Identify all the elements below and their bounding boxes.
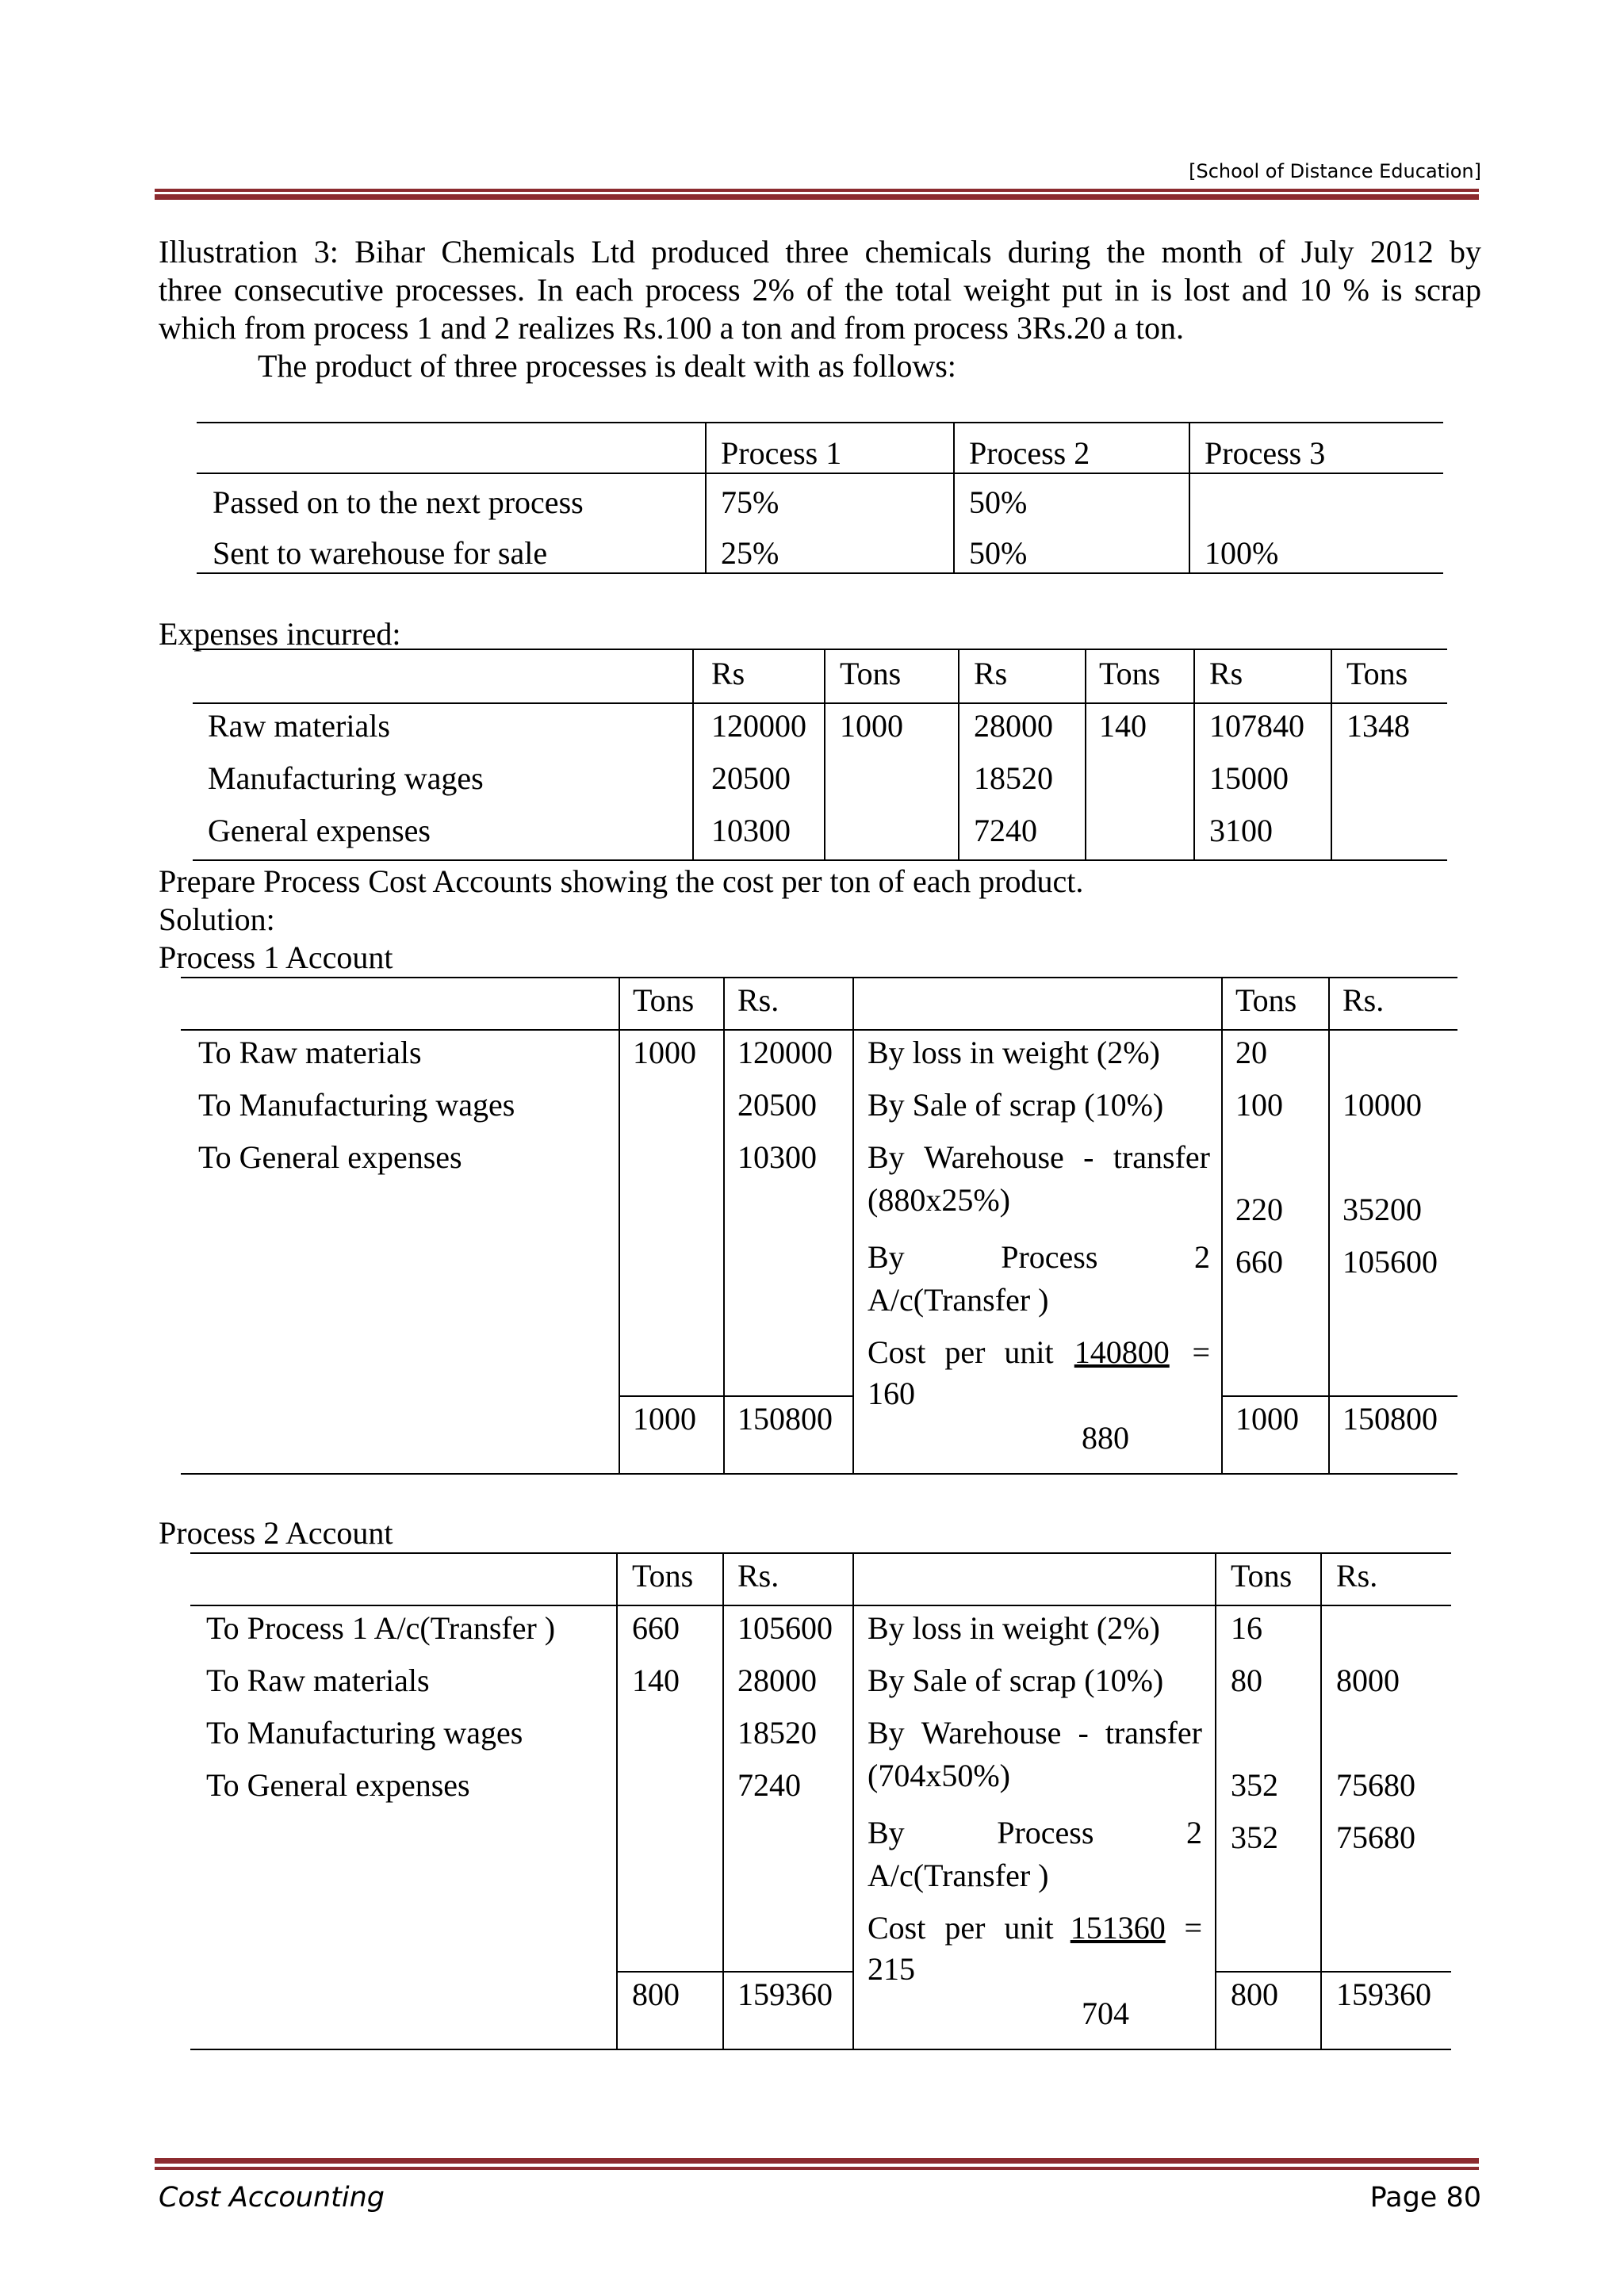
p2-debit-wages-rs: 18520 bbox=[737, 1715, 817, 1751]
p1-cpu-equals: = bbox=[1192, 1334, 1210, 1370]
p2-wh-w2: Warehouse bbox=[921, 1715, 1062, 1751]
col-process-1: Process 1 bbox=[721, 435, 842, 471]
p2-total-tons-credit: 800 bbox=[1231, 1976, 1278, 2012]
row-warehouse-p3: 100% bbox=[1205, 535, 1279, 571]
p2-debit-raw-tons: 140 bbox=[632, 1663, 680, 1698]
footer-rule-top bbox=[155, 2158, 1479, 2164]
p1-head-tons-credit: Tons bbox=[1235, 982, 1297, 1018]
p1-wh-w4: transfer bbox=[1113, 1139, 1210, 1175]
p2-credit-loss-label: By loss in weight (2%) bbox=[868, 1610, 1160, 1646]
p1-cpu-line bbox=[868, 1334, 1210, 1370]
p1-debit-wages-rs: 20500 bbox=[737, 1087, 817, 1123]
process2-title: Process 2 Account bbox=[159, 1515, 393, 1551]
exp-general-c1: 10300 bbox=[711, 813, 791, 848]
p2-credit-wh-rs: 75680 bbox=[1336, 1767, 1415, 1803]
p2-head-rs-debit: Rs. bbox=[737, 1558, 779, 1594]
exp-general-label: General expenses bbox=[208, 813, 431, 848]
p2-credit-scrap-rs: 8000 bbox=[1336, 1663, 1400, 1698]
intro-line-1: Illustration 3: Bihar Chemicals Ltd produced three chemicals during the month of July 2012 by bbox=[159, 234, 1481, 270]
p2-wh-w4: transfer bbox=[1105, 1715, 1202, 1751]
exp-col-2: Tons bbox=[840, 656, 902, 691]
row-passed-p1: 75% bbox=[721, 484, 779, 520]
p1-proc-w2: Process bbox=[1001, 1239, 1098, 1275]
p2-debit-wages-label: To Manufacturing wages bbox=[206, 1715, 523, 1751]
p1-wh-w3: - bbox=[1083, 1139, 1094, 1175]
p1-debit-general-rs: 10300 bbox=[737, 1139, 817, 1175]
p2-head-tons-credit: Tons bbox=[1231, 1558, 1293, 1594]
exp-col-4: Tons bbox=[1099, 656, 1161, 691]
p2-head-rs-credit: Rs. bbox=[1336, 1558, 1378, 1594]
p1-credit-wh-detail: (880x25%) bbox=[868, 1182, 1010, 1218]
exp-raw-c5: 107840 bbox=[1209, 708, 1304, 744]
footer-subject: Cost Accounting bbox=[159, 2182, 385, 2214]
p2-head-tons-debit: Tons bbox=[632, 1558, 694, 1594]
p1-credit-scrap-tons: 100 bbox=[1235, 1087, 1283, 1123]
p2-wh-w3: - bbox=[1078, 1715, 1089, 1751]
p1-credit-scrap-label: By Sale of scrap (10%) bbox=[868, 1087, 1164, 1123]
p2-cpu-label bbox=[868, 1910, 1054, 1946]
p2-credit-proc-detail: A/c(Transfer ) bbox=[868, 1858, 1049, 1893]
p1-credit-proc-line bbox=[868, 1239, 1210, 1275]
p1-credit-wh-line bbox=[868, 1139, 1210, 1175]
p2-debit-transfer-tons: 660 bbox=[632, 1610, 680, 1646]
expenses-heading: Expenses incurred: bbox=[159, 616, 401, 652]
header-rule-bottom bbox=[155, 194, 1479, 200]
p1-debit-raw-rs: 120000 bbox=[737, 1035, 833, 1070]
exp-raw-label: Raw materials bbox=[208, 708, 390, 744]
p2-wh-w1: By bbox=[868, 1715, 905, 1751]
p2-proc-w3: 2 bbox=[1186, 1815, 1202, 1850]
exp-col-5: Rs bbox=[1209, 656, 1243, 691]
p2-proc-w2: Process bbox=[997, 1815, 1094, 1850]
p2-total-rs-credit: 159360 bbox=[1336, 1976, 1431, 2012]
exp-general-c3: 7240 bbox=[974, 813, 1037, 848]
p2-cpu-result: 215 bbox=[868, 1951, 915, 1987]
p2-cpu-line bbox=[868, 1912, 1202, 1944]
exp-col-1: Rs bbox=[711, 656, 745, 691]
p1-head-tons-debit: Tons bbox=[633, 982, 695, 1018]
p2-debit-transfer-label: To Process 1 A/c(Transfer ) bbox=[206, 1610, 556, 1646]
footer-page-number: Page 80 bbox=[1369, 2182, 1481, 2214]
p1-total-tons-debit: 1000 bbox=[633, 1401, 696, 1437]
p2-credit-loss-tons: 16 bbox=[1231, 1610, 1262, 1646]
p2-cpu-numerator: 151360 bbox=[1070, 1910, 1166, 1946]
exp-wages-c5: 15000 bbox=[1209, 760, 1289, 796]
exp-wages-label: Manufacturing wages bbox=[208, 760, 484, 796]
p2-credit-wh-line bbox=[868, 1717, 1202, 1749]
p1-cpu-numerator: 140800 bbox=[1074, 1334, 1170, 1370]
row-passed-label: Passed on to the next process bbox=[213, 484, 584, 520]
p2-cpu-label-text: Cost per unit bbox=[868, 1910, 1054, 1946]
p2-proc-w1: By bbox=[868, 1815, 905, 1850]
p1-total-rs-debit: 150800 bbox=[737, 1401, 833, 1437]
p2-credit-wh-tons: 352 bbox=[1231, 1767, 1278, 1803]
header-school: [School of Distance Education] bbox=[1189, 160, 1481, 182]
task-solution: Solution: bbox=[159, 901, 275, 937]
p1-total-rs-credit: 150800 bbox=[1342, 1401, 1438, 1437]
exp-col-3: Rs bbox=[974, 656, 1008, 691]
p1-cpu-result: 160 bbox=[868, 1376, 915, 1411]
p1-credit-scrap-rs: 10000 bbox=[1342, 1087, 1422, 1123]
header-rule-top bbox=[155, 189, 1479, 192]
p2-debit-general-rs: 7240 bbox=[737, 1767, 801, 1803]
p1-cpu-label-text: Cost per unit bbox=[868, 1334, 1054, 1370]
row-passed-p2: 50% bbox=[969, 484, 1028, 520]
exp-wages-c1: 20500 bbox=[711, 760, 791, 796]
intro-line-2: three consecutive processes. In each process 2% of the total weight put in is lost and 10 % is scrap bbox=[159, 272, 1481, 308]
p2-debit-transfer-rs: 105600 bbox=[737, 1610, 833, 1646]
intro-line-4: The product of three processes is dealt with as follows: bbox=[258, 348, 956, 384]
p1-total-tons-credit: 1000 bbox=[1235, 1401, 1299, 1437]
p1-debit-wages-label: To Manufacturing wages bbox=[198, 1087, 515, 1123]
p1-debit-raw-label: To Raw materials bbox=[198, 1035, 422, 1070]
col-process-2: Process 2 bbox=[969, 435, 1090, 471]
row-warehouse-p1: 25% bbox=[721, 535, 779, 571]
task-prepare: Prepare Process Cost Accounts showing the cost per ton of each product. bbox=[159, 863, 1084, 899]
p1-credit-wh-tons: 220 bbox=[1235, 1192, 1283, 1227]
p2-debit-general-label: To General expenses bbox=[206, 1767, 470, 1803]
p1-cpu-denominator: 880 bbox=[1082, 1420, 1129, 1456]
row-warehouse-p2: 50% bbox=[969, 535, 1028, 571]
p2-credit-wh-detail: (704x50%) bbox=[868, 1758, 1010, 1793]
footer-rule-bottom bbox=[155, 2167, 1479, 2170]
exp-raw-c6: 1348 bbox=[1346, 708, 1410, 744]
p1-credit-proc-rs: 105600 bbox=[1342, 1244, 1438, 1280]
p2-credit-scrap-label: By Sale of scrap (10%) bbox=[868, 1663, 1164, 1698]
exp-raw-c4: 140 bbox=[1099, 708, 1147, 744]
p1-credit-loss-label: By loss in weight (2%) bbox=[868, 1035, 1160, 1070]
intro-line-3: which from process 1 and 2 realizes Rs.100 a ton and from process 3Rs.20 a ton. bbox=[159, 310, 1185, 346]
process1-title: Process 1 Account bbox=[159, 939, 393, 975]
exp-wages-c3: 18520 bbox=[974, 760, 1053, 796]
exp-col-6: Tons bbox=[1346, 656, 1408, 691]
p1-wh-w1: By bbox=[868, 1139, 905, 1175]
p1-credit-loss-tons: 20 bbox=[1235, 1035, 1267, 1070]
p1-head-rs-debit: Rs. bbox=[737, 982, 779, 1018]
p1-proc-w1: By bbox=[868, 1239, 905, 1275]
p2-credit-scrap-tons: 80 bbox=[1231, 1663, 1262, 1698]
p2-cpu-equals: = bbox=[1184, 1910, 1202, 1946]
p1-debit-raw-tons: 1000 bbox=[633, 1035, 696, 1070]
p2-debit-raw-rs: 28000 bbox=[737, 1663, 817, 1698]
p1-wh-w2: Warehouse bbox=[924, 1139, 1064, 1175]
col-process-3: Process 3 bbox=[1205, 435, 1326, 471]
p1-head-rs-credit: Rs. bbox=[1342, 982, 1385, 1018]
p1-credit-proc-tons: 660 bbox=[1235, 1244, 1283, 1280]
exp-raw-c3: 28000 bbox=[974, 708, 1053, 744]
p2-total-tons-debit: 800 bbox=[632, 1976, 680, 2012]
p2-credit-proc-tons: 352 bbox=[1231, 1820, 1278, 1855]
p1-credit-proc-detail: A/c(Transfer ) bbox=[868, 1282, 1049, 1318]
exp-general-c5: 3100 bbox=[1209, 813, 1273, 848]
row-warehouse-label: Sent to warehouse for sale bbox=[213, 535, 548, 571]
p2-total-rs-debit: 159360 bbox=[737, 1976, 833, 2012]
p2-cpu-denominator: 704 bbox=[1082, 1996, 1129, 2031]
p1-credit-wh-rs: 35200 bbox=[1342, 1192, 1422, 1227]
p1-debit-general-label: To General expenses bbox=[198, 1139, 462, 1175]
exp-raw-c1: 120000 bbox=[711, 708, 806, 744]
p1-proc-w3: 2 bbox=[1194, 1239, 1210, 1275]
p1-cpu-label bbox=[868, 1334, 1054, 1370]
p2-debit-raw-label: To Raw materials bbox=[206, 1663, 430, 1698]
exp-raw-c2: 1000 bbox=[840, 708, 903, 744]
p2-credit-proc-line bbox=[868, 1817, 1202, 1849]
p2-credit-proc-rs: 75680 bbox=[1336, 1820, 1415, 1855]
